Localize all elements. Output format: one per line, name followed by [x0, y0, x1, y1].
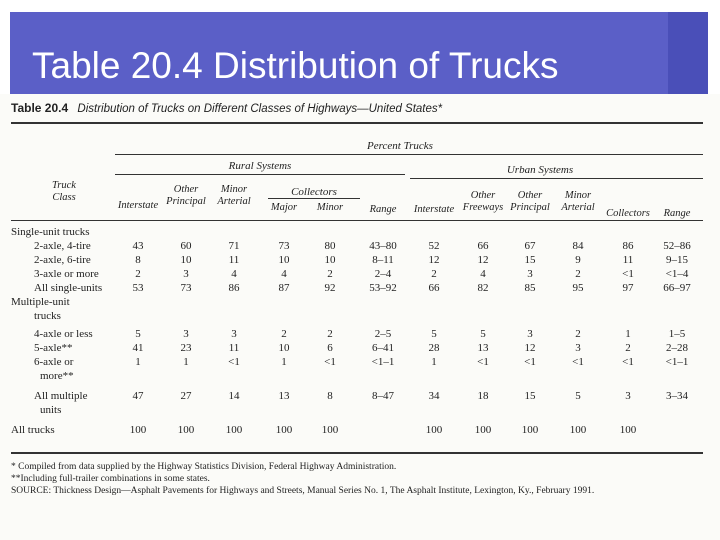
table-cell: 43 — [132, 240, 144, 252]
table-cell: 8–11 — [372, 254, 394, 266]
urban-rule — [410, 178, 703, 179]
table-cell: 73 — [278, 240, 290, 252]
row-label: All trucks — [11, 424, 55, 436]
table-cell: 2 — [281, 328, 287, 340]
table-cell: <1 — [324, 356, 336, 368]
table-cell: 4 — [480, 268, 486, 280]
rural-rule — [115, 174, 405, 175]
table-cell: 11 — [622, 254, 634, 266]
table-cell: 13 — [477, 342, 489, 354]
row-label: more** — [40, 370, 74, 382]
column-header-2: Other Principal — [166, 184, 206, 207]
table-cell: 3 — [625, 390, 631, 402]
row-label: All single-units — [34, 282, 103, 294]
row-label: 6-axle or — [34, 356, 74, 368]
table-cell: 52 — [428, 240, 440, 252]
row-label: trucks — [34, 310, 61, 322]
header-bottom-rule — [11, 220, 703, 221]
row-label: 5-axle** — [34, 342, 73, 354]
table-cell: 2–5 — [374, 328, 392, 340]
table-cell: 2 — [575, 328, 581, 340]
row-label: All multiple — [34, 390, 88, 402]
table-cell: 92 — [324, 282, 336, 294]
table-number: Table 20.4 — [11, 101, 69, 115]
table-cell: 5 — [480, 328, 486, 340]
table-cell: 73 — [180, 282, 192, 294]
table-cell: 82 — [477, 282, 489, 294]
table-cell: 5 — [575, 390, 581, 402]
row-label: Multiple-unit — [11, 296, 70, 308]
table-cell: 100 — [425, 424, 443, 436]
row-label: 3-axle or more — [34, 268, 99, 280]
slide-title: Table 20.4 Distribution of Trucks — [32, 45, 559, 86]
table-cell: <1–4 — [665, 268, 689, 280]
table-cell: 100 — [321, 424, 339, 436]
table-cell: 28 — [428, 342, 440, 354]
table-cell: 100 — [521, 424, 539, 436]
scanned-table-image — [0, 94, 720, 540]
urban-systems-header: Urban Systems — [506, 164, 574, 176]
table-cell: 4 — [231, 268, 237, 280]
table-cell: 47 — [132, 390, 144, 402]
table-cell: 1 — [431, 356, 437, 368]
table-cell: 3 — [231, 328, 237, 340]
table-cell: 1–5 — [668, 328, 686, 340]
row-label: units — [40, 404, 62, 416]
table-cell: 18 — [477, 390, 489, 402]
column-header-7: Interstate — [413, 204, 455, 215]
table-bottom-rule — [11, 452, 703, 454]
table-cell: 15 — [524, 390, 536, 402]
table-cell: 23 — [180, 342, 192, 354]
table-caption: Distribution of Trucks on Different Classes of Highways—United States* — [77, 103, 443, 115]
row-label: 4-axle or less — [34, 328, 93, 340]
table-cell: 2–4 — [374, 268, 392, 280]
table-cell: 6–41 — [372, 342, 394, 354]
table-cell: 3–34 — [666, 390, 688, 402]
table-cell: 3 — [183, 328, 189, 340]
column-header-3: Minor Arterial — [217, 184, 251, 207]
column-header-10: Minor Arterial — [561, 190, 595, 213]
table-cell: 53–92 — [369, 282, 397, 294]
table-cell: 52–86 — [663, 240, 691, 252]
rural-systems-header: Rural Systems — [228, 160, 292, 172]
table-cell: 12 — [428, 254, 440, 266]
table-cell: 43–80 — [369, 240, 397, 252]
footnote-compiled: * Compiled from data supplied by the Highway Statistics Division, Federal Highway Administration. — [11, 462, 397, 472]
table-cell: 66–97 — [663, 282, 691, 294]
table-cell: 34 — [428, 390, 440, 402]
table-cell: 10 — [278, 342, 290, 354]
truck-class-header: Truck Class — [52, 180, 76, 203]
table-cell: 8 — [327, 390, 333, 402]
table-cell: <1–1 — [371, 356, 395, 368]
table-cell: 87 — [278, 282, 290, 294]
table-cell: 100 — [619, 424, 637, 436]
row-label: 2-axle, 6-tire — [34, 254, 91, 266]
column-header-12: Range — [663, 208, 691, 219]
table-cell: 100 — [275, 424, 293, 436]
table-cell: 13 — [278, 390, 290, 402]
table-cell: <1 — [524, 356, 536, 368]
table-cell: 80 — [324, 240, 336, 252]
table-cell: 27 — [180, 390, 192, 402]
table-cell: 66 — [477, 240, 489, 252]
table-cell: <1 — [228, 356, 240, 368]
table-cell: 6 — [327, 342, 333, 354]
table-cell: 2 — [327, 268, 333, 280]
table-cell: <1 — [572, 356, 584, 368]
table-cell: 8–47 — [372, 390, 394, 402]
row-label: Single-unit trucks — [11, 226, 90, 238]
table-cell: 9–15 — [666, 254, 688, 266]
table-cell: 2 — [431, 268, 437, 280]
table-cell: 53 — [132, 282, 144, 294]
table-cell: 2 — [135, 268, 141, 280]
table-cell: 86 — [228, 282, 240, 294]
table-cell: 12 — [477, 254, 489, 266]
table-cell: 5 — [431, 328, 437, 340]
column-header-6: Range — [369, 204, 397, 215]
top-rule — [11, 122, 703, 124]
table-cell: 11 — [228, 254, 240, 266]
table-cell: 3 — [575, 342, 581, 354]
table-cell: 11 — [228, 342, 240, 354]
table-cell: 2–28 — [666, 342, 688, 354]
table-cell: 5 — [135, 328, 141, 340]
column-header-11: Collectors — [606, 208, 650, 219]
table-cell: 2 — [327, 328, 333, 340]
table-cell: 8 — [135, 254, 141, 266]
row-label: 2-axle, 4-tire — [34, 240, 91, 252]
column-header-4: Major — [270, 202, 298, 213]
table-cell: 100 — [177, 424, 195, 436]
table-cell: 41 — [132, 342, 144, 354]
table-heading — [11, 100, 442, 116]
table-cell: 3 — [183, 268, 189, 280]
table-cell: 3 — [527, 328, 533, 340]
table-cell: 1 — [281, 356, 287, 368]
table-cell: 67 — [524, 240, 536, 252]
slide-title-bar — [10, 12, 708, 94]
table-cell: 1 — [183, 356, 189, 368]
table-cell: 9 — [575, 254, 581, 266]
percent-trucks-header: Percent Trucks — [367, 140, 433, 152]
column-header-5: Minor — [316, 202, 344, 213]
table-cell: 15 — [524, 254, 536, 266]
table-cell: <1 — [477, 356, 489, 368]
table-cell: 10 — [180, 254, 192, 266]
table-cell: 95 — [572, 282, 584, 294]
column-header-1: Interstate — [117, 200, 159, 211]
table-cell: 71 — [228, 240, 240, 252]
table-cell: 2 — [625, 342, 631, 354]
table-cell: 60 — [180, 240, 192, 252]
table-cell: <1–1 — [665, 356, 689, 368]
table-cell: 100 — [569, 424, 587, 436]
table-cell: 1 — [625, 328, 631, 340]
table-cell: 66 — [428, 282, 440, 294]
table-cell: 86 — [622, 240, 634, 252]
column-header-8: Other Freeways — [462, 190, 504, 213]
footnote-full-trailer: **Including full-trailer combinations in some states. — [11, 474, 210, 484]
table-cell: 4 — [281, 268, 287, 280]
table-cell: 2 — [575, 268, 581, 280]
table-cell: 10 — [324, 254, 336, 266]
footnote-source: SOURCE: Thickness Design—Asphalt Pavements for Highways and Streets, Manual Series No. 1, The Asphalt Institute, Lexington, Ky., February 1991. — [11, 486, 595, 496]
table-cell: 12 — [524, 342, 536, 354]
percent-rule — [115, 154, 703, 155]
table-cell: 97 — [622, 282, 634, 294]
collectors-header: Collectors — [291, 186, 337, 198]
table-cell: 100 — [474, 424, 492, 436]
title-bar-accent — [668, 12, 708, 94]
table-cell: 10 — [278, 254, 290, 266]
table-cell: 3 — [527, 268, 533, 280]
column-header-9: Other Principal — [510, 190, 550, 213]
table-cell: <1 — [622, 268, 634, 280]
table-cell: 100 — [225, 424, 243, 436]
table-cell: 100 — [129, 424, 147, 436]
table-cell: 84 — [572, 240, 584, 252]
table-cell: 14 — [228, 390, 240, 402]
table-cell: <1 — [622, 356, 634, 368]
table-cell: 1 — [135, 356, 141, 368]
table-cell: 85 — [524, 282, 536, 294]
collectors-rule — [268, 198, 360, 199]
